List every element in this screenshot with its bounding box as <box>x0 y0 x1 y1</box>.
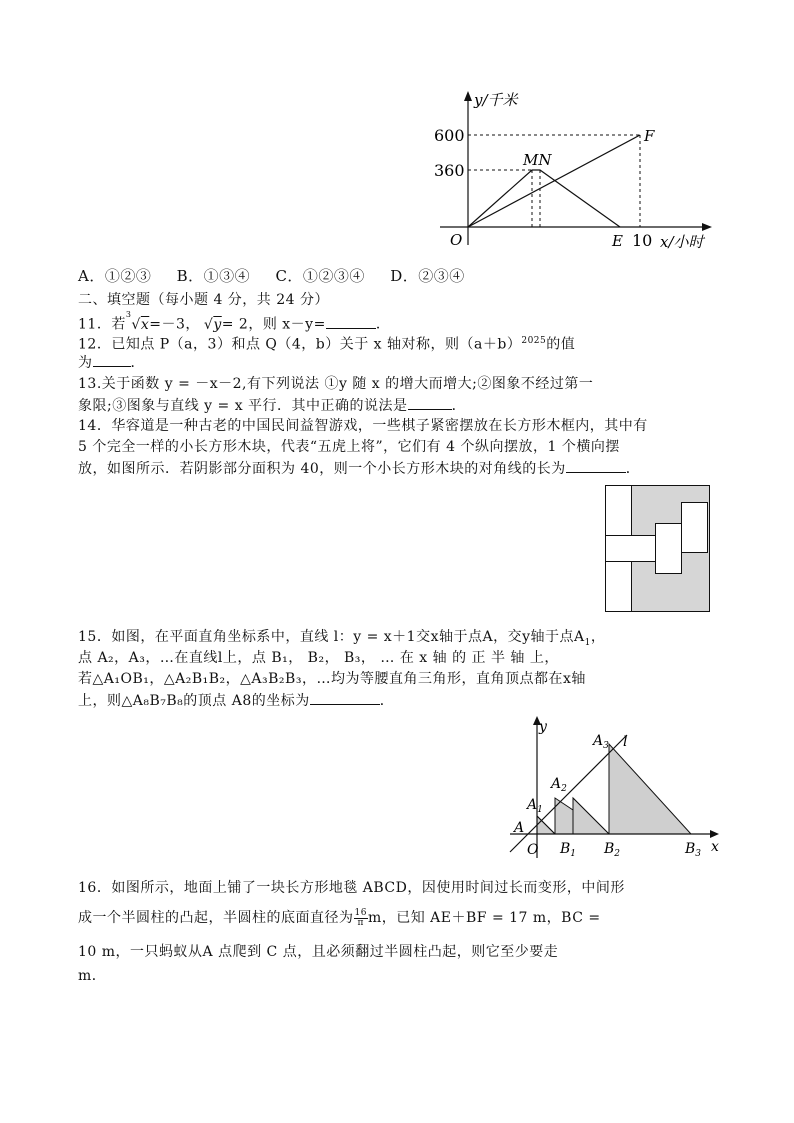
question-16-line-3: 10 m，一只蚂蚁从A 点爬到 C 点，且必须翻过半圆柱凸起，则它至少要走 <box>78 944 559 960</box>
label-F: F <box>644 127 655 145</box>
label-x: x <box>711 839 719 855</box>
question-14-line-3 <box>78 458 640 479</box>
huarong-dao-figure <box>605 485 711 613</box>
q16-text-2b: m，已知 AE＋BF = 17 m，BC = <box>367 910 601 926</box>
question-14-line-1: 14．华容道是一种古老的中国民间益智游戏，一些棋子紧密摆放在长方形木框内，其中有 <box>78 418 648 434</box>
q16-text-2a: 成一个半圆柱的凸起，半圆柱的底面直径为 <box>78 910 354 926</box>
question-12-line-1 <box>78 331 575 355</box>
q12-text: 12．已知点 P（a，3）和点 Q（4，b）关于 x 轴对称，则（a＋b） <box>78 336 522 353</box>
q15-text-1: 15．如图，在平面直角坐标系中，直线 l：y = x＋1交x轴于点A，交y轴于点A <box>78 629 585 645</box>
vertical-block-bottom-left <box>606 562 632 612</box>
question-13-line-1: 13.关于函数 y = －x－2,有下列说法 ①y 随 x 的增大而增大;②图象不经过第一 <box>78 376 594 392</box>
line-OF <box>468 135 640 227</box>
q15-text-4: 上，则△A₈B₇B₈的顶点 A8的坐标为 <box>78 693 310 709</box>
tick-600: 600 <box>434 126 465 145</box>
label-B3: $B_3$ <box>685 841 702 859</box>
label-y: y <box>539 719 547 735</box>
question-15-line-2: 点 A₂，A₃，…在直线l上，点 B₁， B₂， B₃， … 在 x 轴 的 正 半 轴 上， <box>78 650 559 666</box>
triangle-staircase-graph <box>505 713 730 863</box>
label-E: E <box>612 232 623 250</box>
q15-text-4-end: ． <box>379 693 395 709</box>
q13-text-2: 象限;③图象与直线 y = x 平行．其中正确的说法是 <box>78 398 408 414</box>
q13-answer-blank[interactable] <box>408 395 452 410</box>
vertical-block-top-left <box>606 486 632 536</box>
q12-text-2-end: ． <box>130 355 145 371</box>
q14-text-3-end: ． <box>625 461 641 477</box>
triangle-A3B2B3 <box>609 744 691 834</box>
q11-text-1: 11．若 <box>78 316 126 333</box>
q15-sub: 1 <box>584 637 591 648</box>
option-a: A．①②③ <box>78 267 152 285</box>
q11-answer-blank[interactable] <box>326 314 376 329</box>
q15-text-1-end: ， <box>590 629 606 645</box>
y-axis-arrow <box>464 91 472 101</box>
triangle-A2-fill <box>573 798 609 834</box>
q12-exponent: 2025 <box>521 336 547 346</box>
q12-text-end: 的值 <box>546 336 576 353</box>
label-B1: $B_1$ <box>560 841 577 859</box>
question-14-line-2: 5 个完全一样的小长方形木块，代表“五虎上将”，它们有 4 个纵向摆放，1 个横向摆 <box>78 439 620 455</box>
x-axis-arrow <box>702 223 712 231</box>
cube-root-index: 3 <box>125 310 132 319</box>
fraction-16-over-pi: $\frac{16}{\pi}$ <box>354 907 367 928</box>
question-16-line-4: m． <box>78 968 107 984</box>
question-12-line-2 <box>78 352 145 373</box>
label-O: O <box>527 842 539 858</box>
answer-options <box>78 266 465 286</box>
distance-time-graph <box>420 85 730 260</box>
q11-text-2: =－3， <box>149 316 200 333</box>
label-A2: $A_2$ <box>551 776 567 794</box>
question-11: 11．若$^3$√x=－3， √y= 2，则 x－y= ． <box>78 310 391 333</box>
x-axis-arrow <box>710 830 719 838</box>
q11-text-3: = 2，则 x－y= <box>221 316 326 333</box>
tick-10: 10 <box>632 231 653 250</box>
q12-answer-blank[interactable] <box>93 352 131 367</box>
question-16-line-2 <box>78 908 601 928</box>
x-axis-label: x/小时 <box>660 233 704 251</box>
option-b: B．①③④ <box>176 267 251 285</box>
question-15-line-4 <box>78 690 394 711</box>
line-OMNE <box>468 170 620 227</box>
q15-answer-blank[interactable] <box>310 690 380 705</box>
vertical-block-right <box>682 503 708 553</box>
horizontal-block <box>606 536 656 562</box>
section-2-title: 二、填空题（每小题 4 分，共 24 分） <box>78 292 330 308</box>
q14-answer-blank[interactable] <box>566 458 626 473</box>
label-O: O <box>450 231 463 249</box>
label-A1: $A_1$ <box>527 797 543 815</box>
question-16-line-1: 16．如图所示，地面上铺了一块长方形地毯 ABCD，因使用时间过长而变形，中间形 <box>78 880 625 896</box>
option-c: C．①②③④ <box>275 267 365 285</box>
label-A: A <box>514 820 525 836</box>
q12-text-2: 为 <box>78 355 93 371</box>
q14-text-3: 放，如图所示．若阴影部分面积为 40，则一个小长方形木块的对角线的长为 <box>78 461 566 477</box>
radicand-y: y <box>213 316 222 333</box>
question-15-line-3: 若△A₁OB₁，△A₂B₁B₂，△A₃B₂B₃，…均为等腰直角三角形，直角顶点都在x轴 <box>78 671 586 687</box>
option-d: D．②③④ <box>390 267 465 285</box>
label-B2: $B_2$ <box>604 841 621 859</box>
q11-text-4: ． <box>375 316 391 333</box>
radicand-x: x <box>140 316 150 333</box>
y-axis-label: y/千米 <box>474 91 518 109</box>
q13-text-2-end: ． <box>451 398 467 414</box>
label-l: l <box>623 734 628 750</box>
question-13-line-2 <box>78 395 466 416</box>
label-A3: $A_3$ <box>593 733 609 751</box>
tick-360: 360 <box>434 161 465 180</box>
label-MN: MN <box>523 151 552 169</box>
vertical-block-middle <box>656 524 682 574</box>
